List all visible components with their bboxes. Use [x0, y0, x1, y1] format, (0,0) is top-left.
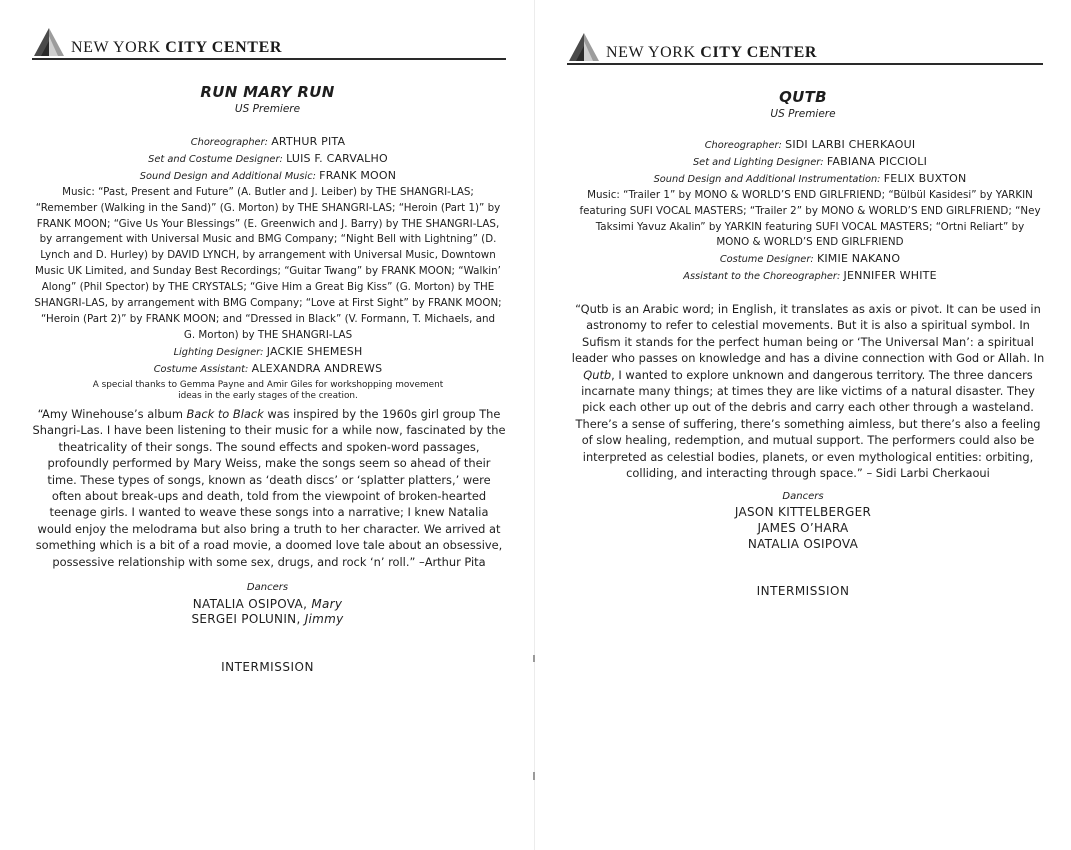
credit-name: FABIANA PICCIOLI	[826, 154, 928, 168]
credit-name: JACKIE SHEMESH	[266, 344, 363, 358]
dancer-name: NATALIA OSIPOVA,	[192, 597, 308, 611]
dancer	[0, 612, 535, 626]
city-center-logo-icon	[32, 24, 66, 58]
credit-line	[579, 171, 1041, 188]
dancer-name: SERGEI POLUNIN,	[191, 612, 301, 626]
credit-role: Costume Designer:	[719, 254, 814, 266]
music-credit	[34, 185, 502, 344]
credits-block	[579, 137, 1041, 285]
organization-name-bold: CITY CENTER	[700, 44, 817, 61]
music-role: Music:	[62, 185, 95, 198]
credit-name: LUIS F. CARVALHO	[286, 151, 388, 165]
music-list: “Past, Present and Future” (A. Butler and J. Leiber) by THE SHANGRI-LAS; “Remember (Walking in the Sand)” (G. Morton) by THE SHANGRI-LAS; “Heroin (Part 1)” by FRANK MOON; “Give Us Your Blessings” (E. Greenwich and J. Barry) by THE SHANGRI-LAS, by arrangement with Universal Music and BMG Company; “Night Bell with Lightning” (D. Lynch and D. Hurley) by DAVID LYNCH, by arrangement with Universal Music, Downtown Music UK Limited, and Sunday Best Recordings; “Guitar Twang” by FRANK MOON; “Walkin’ Along” (Phil Spector) by THE CRYSTALS; “Give Him a Great Big Kiss” (G. Morton) by THE SHANGRI-LAS, by arrangement with BMG Company; “Love at First Sight” by FRANK MOON; “Heroin (Part 2)” by FRANK MOON; and “Dressed in Black” (V. Formann, T. Michaels, and G. Morton) by THE SHANGRI-LAS	[34, 185, 502, 341]
organization-name-bold: CITY CENTER	[165, 39, 282, 56]
quote-text: was inspired by the 1960s girl group The Shangri-Las. I have been listening to their music for a while now, fascinated by the theatricality of their songs. The sound effects and spoken-word passages, profoundly performed by Mary Weiss, make the songs seem so ahead of their time. These types of songs, known as ‘death discs’ or ‘splatter platters,’ were often about break-ups and death, told from the viewpoint of broken-hearted teenage girls. I wanted to weave these songs into a narrative; I knew Natalia would enjoy the melodrama but also bring a truth to her character. We arrived at something which is a bit of a road movie, a doomed love tale about an obsessive, possessive relationship with some sex, drugs, and rock ‘n’ roll.” –Arthur Pita	[32, 407, 506, 569]
header-rule	[32, 58, 506, 60]
intermission-label: INTERMISSION	[756, 584, 850, 598]
dancer-name: JASON KITTELBERGER	[734, 505, 872, 519]
credit-role: Assistant to the Choreographer:	[683, 271, 841, 283]
credits-block	[34, 134, 502, 402]
credit-line	[34, 151, 502, 168]
credit-line	[34, 344, 502, 361]
credit-line	[579, 251, 1041, 268]
header-rule	[567, 63, 1043, 65]
artist-quote	[32, 406, 506, 570]
credit-role: Set and Costume Designer:	[148, 153, 283, 165]
credit-role: Lighting Designer:	[173, 346, 264, 358]
credit-role: Choreographer:	[704, 140, 782, 151]
dancer	[535, 521, 1071, 535]
music-role: Music:	[587, 188, 620, 201]
music-credit	[579, 188, 1041, 252]
credit-name: FRANK MOON	[319, 168, 397, 182]
dancer-name: NATALIA OSIPOVA	[747, 537, 859, 551]
artist-quote	[571, 301, 1045, 481]
credit-name: JENNIFER WHITE	[843, 269, 937, 283]
credit-name: FELIX BUXTON	[883, 171, 967, 185]
dancers-label: Dancers	[782, 491, 824, 502]
credit-line	[579, 154, 1041, 171]
credit-name: ARTHUR PITA	[271, 135, 346, 148]
masthead	[32, 24, 506, 64]
premiere-label: US Premiere	[770, 108, 836, 120]
dancer	[535, 537, 1071, 551]
quote-text: “Amy Winehouse’s album	[37, 407, 187, 421]
dancer-role: Jimmy	[304, 612, 344, 626]
dancer-role: Mary	[311, 597, 343, 611]
credit-role: Sound Design and Additional Instrumentation:	[653, 173, 881, 185]
credit-role: Costume Assistant:	[153, 363, 249, 375]
organization-name-light: NEW YORK	[606, 44, 696, 61]
premiere-label: US Premiere	[234, 103, 301, 115]
credit-name: SIDI LARBI CHERKAOUI	[785, 138, 916, 151]
organization-name	[71, 39, 282, 57]
credit-name: ALEXANDRA ANDREWS	[251, 361, 383, 375]
credit-line	[34, 168, 502, 185]
piece-title: RUN MARY RUN	[200, 83, 335, 101]
right-page	[535, 0, 1071, 850]
organization-name-light: NEW YORK	[71, 39, 161, 56]
city-center-logo-icon	[567, 29, 601, 63]
left-page	[0, 0, 535, 850]
emphasized-title: Qutb	[583, 367, 612, 382]
dancer	[0, 597, 535, 611]
credit-line	[579, 137, 1041, 154]
dancer	[535, 505, 1071, 519]
dancer-name: JAMES O’HARA	[757, 521, 849, 535]
quote-text: “Qutb is an Arabic word; in English, it translates as axis or pivot. It can be used in astronomy to refer to celestial movements. But it is also a spiritual symbol. In Sufism it stands for the perfect human being or ‘The Universal Man’: a spiritual leader who passes on knowledge and has a divine connection with God or Allah. In	[571, 302, 1045, 366]
dancers-label: Dancers	[246, 582, 289, 593]
credit-role: Set and Lighting Designer:	[692, 156, 824, 168]
masthead	[567, 29, 1043, 69]
piece-title: QUTB	[779, 88, 827, 106]
credit-line	[34, 134, 502, 151]
credit-role: Sound Design and Additional Music:	[139, 170, 316, 182]
credit-line	[579, 268, 1041, 285]
credit-role: Choreographer:	[190, 137, 268, 148]
quote-text: , I wanted to explore unknown and dangerous territory. The three dancers incarnate many things; at times they are like victims of a natural disaster. They pick each other up out of the debris and carry each other through a wasteland. There’s a sense of suffering, there’s something aimless, but there’s also a feeling of slow healing, redemption, and mutual support. The performers could also be interpreted as celestial bodies, planets, or even mythological entities: orbiting, colliding, and interacting through space.” – Sidi Larbi Cherkaoui	[575, 367, 1041, 481]
special-thanks: A special thanks to Gemma Payne and Amir Giles for workshopping movement ideas in the early stages of the creation.	[92, 379, 444, 401]
credit-line	[34, 361, 502, 378]
organization-name	[606, 44, 817, 62]
credit-name: KIMIE NAKANO	[816, 252, 901, 266]
intermission-label: INTERMISSION	[221, 660, 314, 674]
album-title: Back to Black	[186, 407, 264, 421]
music-list: “Trailer 1” by MONO & WORLD’S END GIRLFRIEND; “Bülbül Kasidesi” by YARKIN featuring SUFI VOCAL MASTERS; “Trailer 2” by MONO & WORLD’S END GIRLFRIEND; “Ney Taksimi Yavuz Akalin” by YARKIN featuring SUFI VOCAL MASTERS; “Ortni Reliart” by MONO & WORLD’S END GIRLFRIEND	[579, 188, 1041, 249]
